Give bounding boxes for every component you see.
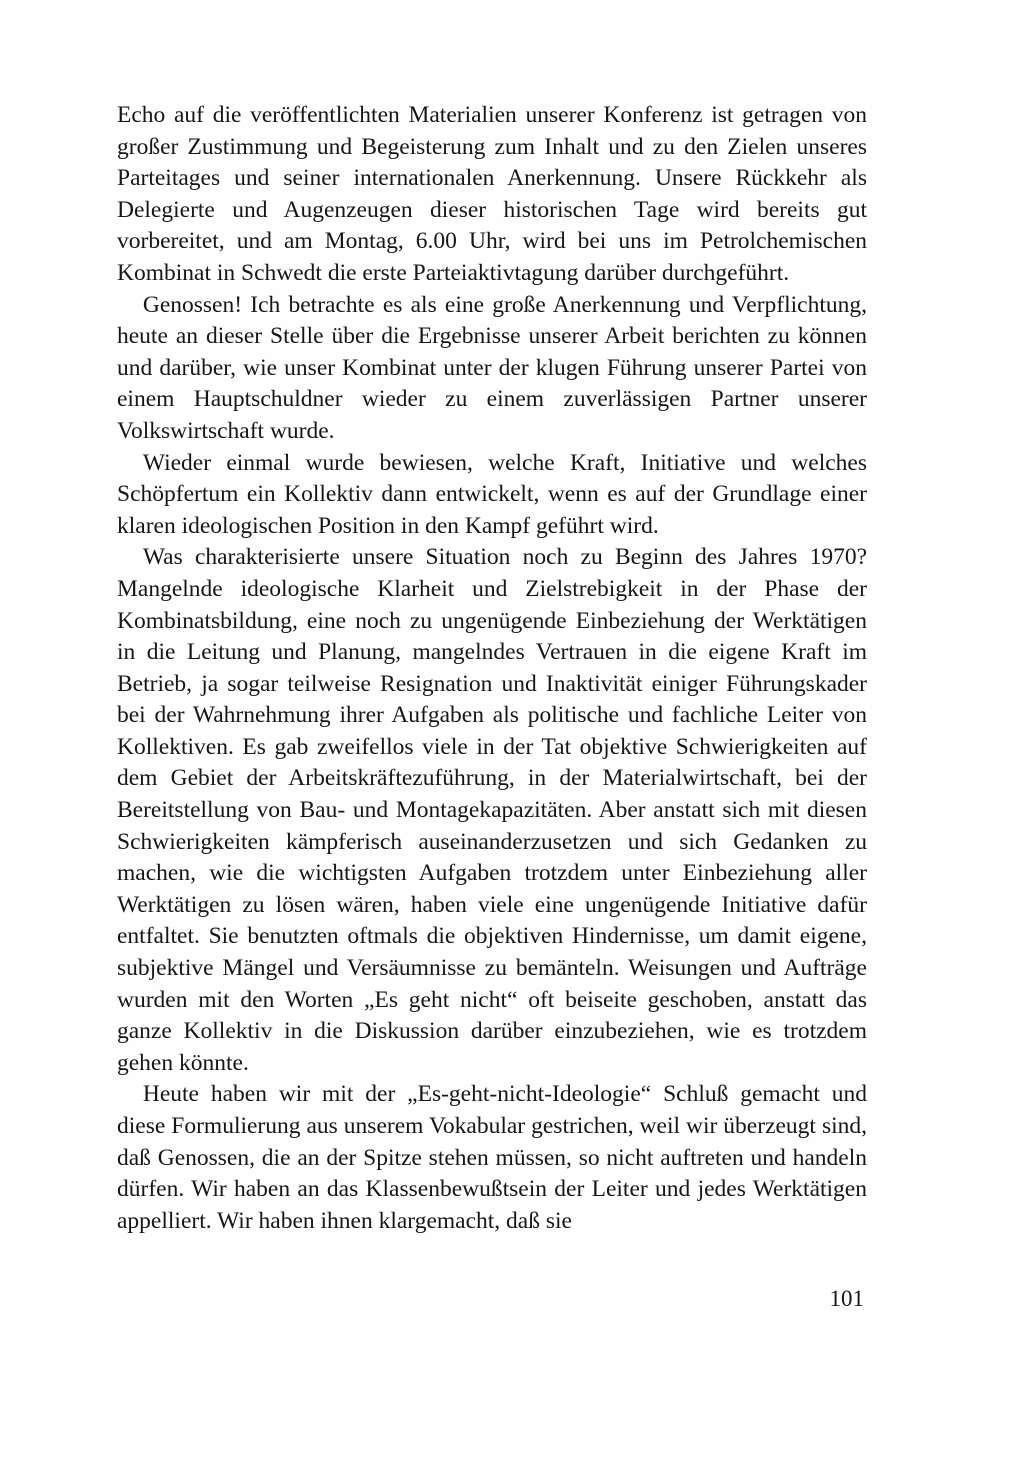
body-text (117, 100, 867, 1237)
paragraph-2: Genossen! Ich betrachte es als eine große Anerkennung und Verpflichtung, heute an dieser Stelle über die Ergebnisse unserer Arbeit berichten zu können und darüber, wie unser Kombinat unter der klugen Führung unserer Partei von einem Hauptschuldner wieder zu einem zuverlässigen Partner unserer Volkswirtschaft wurde. (117, 291, 867, 444)
paragraph-5: Heute haben wir mit der „Es-geht-nicht-Ideologie“ Schluß gemacht und diese Formulierung aus unserem Vokabular gestrichen, weil wir überzeugt sind, daß Genossen, die an der Spitze stehen müssen, so nicht auftreten und handeln dürfen. Wir haben an das Klassenbewußtsein der Leiter und jedes Werktätigen appelliert. Wir haben ihnen klargemacht, daß sie (117, 1081, 867, 1234)
paragraph-4: Was charakterisierte unsere Situation noch zu Beginn des Jahres 1970? Mangelnde ideologische Klarheit und Zielstrebigkeit in der Phase der Kombinatsbildung, eine noch zu ungenügende Einbeziehung der Werktätigen in die Leitung und Planung, mangelndes Vertrauen in die eigene Kraft im Betrieb, ja sogar teilweise Resignation und Inaktivität einiger Führungskader bei der Wahrnehmung ihrer Aufgaben als politische und fachliche Leiter von Kollektiven. Es gab zweifellos viele in der Tat objektive Schwierigkeiten auf dem Gebiet der Arbeitskräftezuführung, in der Materialwirtschaft, bei der Bereitstellung von Bau- und Montagekapazitäten. Aber anstatt sich mit diesen Schwierigkeiten kämpferisch auseinanderzusetzen und sich Gedanken zu machen, wie die wichtigsten Aufgaben trotzdem unter Einbeziehung aller Werktätigen zu lösen wären, haben viele eine ungenügende Initiative dafür entfaltet. Sie benutzten oftmals die objektiven Hindernisse, um damit eigene, subjektive Mängel und Versäumnisse zu bemänteln. Weisungen und Aufträge wurden mit den Worten „Es geht nicht“ oft beiseite geschoben, anstatt das ganze Kollektiv in die Diskussion darüber einzubeziehen, wie es trotzdem gehen könnte. (117, 544, 867, 1076)
paragraph-3: Wieder einmal wurde bewiesen, welche Kraft, Initiative und welches Schöpfertum ein Kollektiv dann entwickelt, wenn es auf der Grundlage einer klaren ideologischen Position in den Kampf geführt wird. (117, 449, 867, 539)
page-number: 101 (829, 1286, 864, 1311)
paragraph-1: Echo auf die veröffentlichten Materialien unserer Konferenz ist getragen von großer Zustimmung und Begeisterung zum Inhalt und zu den Zielen unseres Parteitages und seiner internationalen Anerkennung. Unsere Rückkehr als Delegierte und Augenzeugen dieser historischen Tage wird bereits gut vorbereitet, und am Montag, 6.00 Uhr, wird bei uns im Petrolchemischen Kombinat in Schwedt die erste Parteiaktivtagung darüber durchgeführt. (117, 102, 867, 286)
